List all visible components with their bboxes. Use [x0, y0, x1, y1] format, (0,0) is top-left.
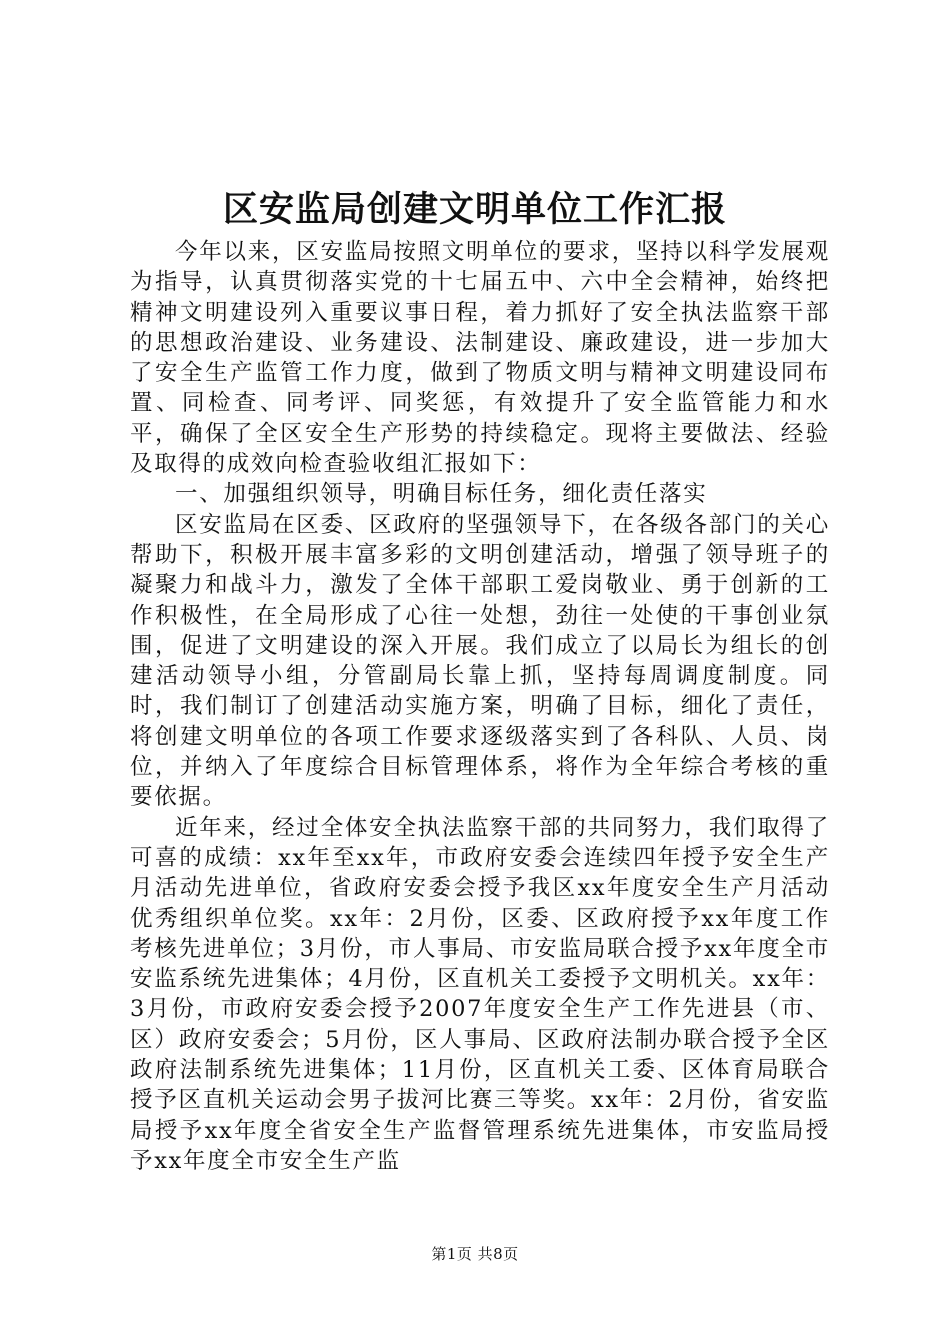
document-body	[130, 237, 830, 1176]
paragraph-intro: 今年以来，区安监局按照文明单位的要求，坚持以科学发展观为指导，认真贯彻落实党的十七届五中、六中全会精神，始终把精神文明建设列入重要议事日程，着力抓好了安全执法监察干部的思想政治建设、业务建设、法制建设、廉政建设，进一步加大了安全生产监管工作力度，做到了物质文明与精神文明建设同布置、同检查、同考评、同奖惩，有效提升了安全监管能力和水平，确保了全区安全生产形势的持续稳定。现将主要做法、经验及取得的成效向检查验收组汇报如下：	[130, 239, 830, 478]
section-heading-1: 一、加强组织领导，明确目标任务，细化责任落实	[175, 481, 708, 508]
page-number-footer: 第1页 共8页	[431, 1245, 519, 1263]
paragraph-achievements: 近年来，经过全体安全执法监察干部的共同努力，我们取得了可喜的成绩：xx年至xx年，市政府安委会连续四年授予安全生产月活动先进单位，省政府安委会授予我区xx年度安全生产月活动优秀组织单位奖。xx年：2月份，区委、区政府授予xx年度工作考核先进单位；3月份，市人事局、市安监局联合授予xx年度全市安监系统先进集体；4月份，区直机关工委授予文明机关。xx年：3月份，市政府安委会授予2007年度安全生产工作先进县（市、区）政府安委会；5月份，区人事局、区政府法制办联合授予全区政府法制系统先进集体；11月份，区直机关工委、区体育局联合授予区直机关运动会男子拔河比赛三等奖。xx年：2月份，省安监局授予xx年度全省安全生产监督管理系统先进集体，市安监局授予xx年度全市安全生产监	[130, 814, 830, 1174]
paragraph-organization: 区安监局在区委、区政府的坚强领导下，在各级各部门的关心帮助下，积极开展丰富多彩的文明创建活动，增强了领导班子的凝聚力和战斗力，激发了全体干部职工爱岗敬业、勇于创新的工作积极性，在全局形成了心往一处想，劲往一处使的干事创业氛围，促进了文明建设的深入开展。我们成立了以局长为组长的创建活动领导小组，分管副局长靠上抓，坚持每周调度制度。同时，我们制订了创建活动实施方案，明确了目标，细化了责任，将创建文明单位的各项工作要求逐级落实到了各科队、人员、岗位，并纳入了年度综合目标管理体系，将作为全年综合考核的重要依据。	[130, 511, 830, 811]
document-title: 区安监局创建文明单位工作汇报	[222, 189, 727, 230]
